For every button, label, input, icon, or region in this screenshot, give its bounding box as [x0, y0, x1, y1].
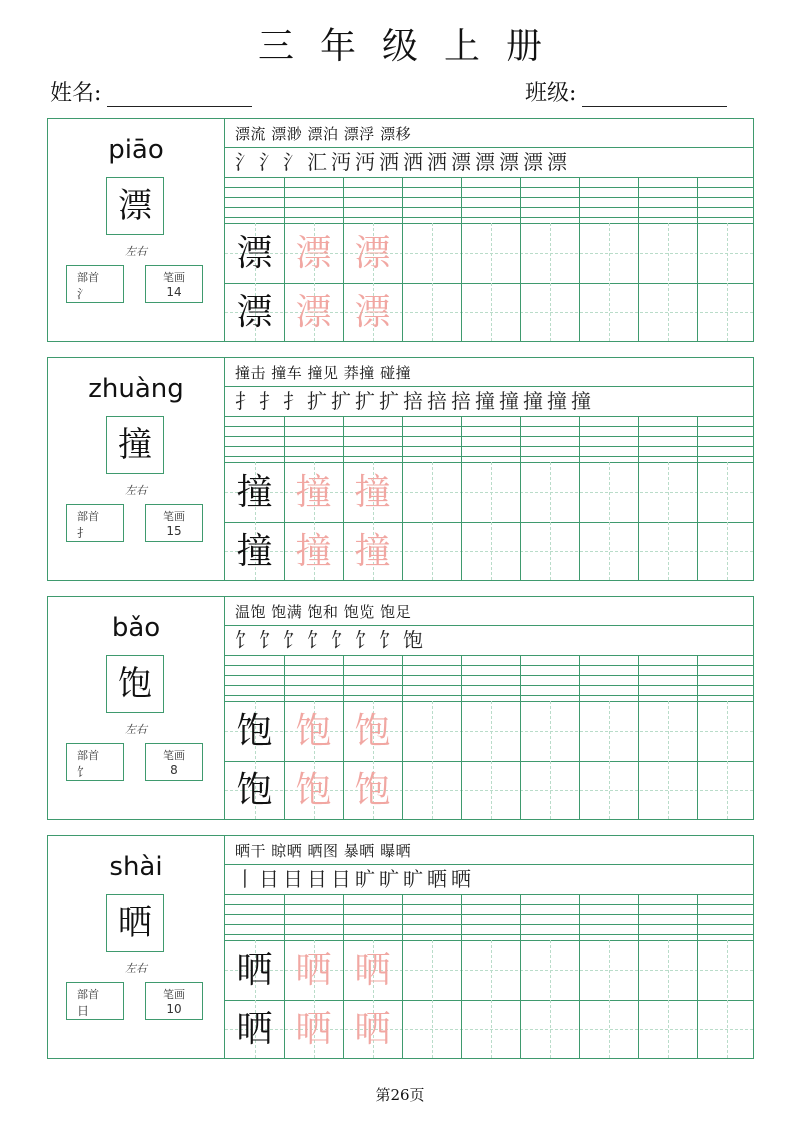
grid-column-line — [638, 655, 639, 819]
row-divider — [225, 864, 753, 865]
strokes-label: 笔画 — [163, 749, 185, 762]
strokes-label: 笔画 — [163, 988, 185, 1001]
stroke-step: 漂 — [451, 150, 471, 174]
stroke-step: 沔 — [331, 150, 351, 174]
grid-column-line — [402, 894, 403, 1058]
stroke-step: 饣 — [283, 628, 303, 652]
stroke-step: 掊 — [403, 389, 423, 413]
character-card — [47, 118, 754, 342]
grid-guide-line — [550, 462, 551, 580]
stroke-order-row — [233, 866, 473, 892]
grid-guide-line — [432, 462, 433, 580]
structure-label: 左右 — [125, 962, 147, 975]
grid-guide-line — [491, 223, 492, 341]
stroke-step: 饣 — [331, 628, 351, 652]
grid-guide-line — [550, 701, 551, 819]
character-info-panel — [48, 836, 225, 1058]
grid-line — [225, 675, 753, 676]
strokes-box — [145, 504, 203, 542]
strokes-value: 10 — [166, 1002, 182, 1016]
character-card — [47, 357, 754, 581]
main-character: 撞 — [106, 416, 164, 474]
stroke-step: 洒 — [427, 150, 447, 174]
trace-character: 饱 — [354, 711, 391, 752]
pinyin: piāo — [108, 135, 164, 165]
model-character: 撞 — [236, 472, 273, 513]
stroke-step: 漂 — [475, 150, 495, 174]
stroke-order-row — [233, 149, 569, 175]
grid-line — [225, 914, 753, 915]
row-divider — [225, 625, 753, 626]
grid-line — [225, 446, 753, 447]
stroke-step: 晒 — [451, 867, 471, 891]
grid-guide-line — [491, 940, 492, 1058]
stroke-step: 扩 — [307, 389, 327, 413]
stroke-step: 漂 — [523, 150, 543, 174]
grid-column-line — [402, 177, 403, 341]
grid-column-line — [579, 416, 580, 580]
practice-panel — [225, 358, 753, 580]
radical-box — [66, 265, 124, 303]
grid-line — [225, 223, 753, 224]
stroke-step: 旷 — [403, 867, 423, 891]
grid-column-line — [697, 177, 698, 341]
grid-line — [225, 462, 753, 463]
stroke-step: 丨 — [235, 867, 255, 891]
main-character: 晒 — [106, 894, 164, 952]
practice-panel — [225, 119, 753, 341]
grid-column-line — [402, 655, 403, 819]
trace-character: 漂 — [354, 233, 391, 274]
page-number: 第26页 — [375, 1086, 425, 1104]
stroke-step: 日 — [331, 867, 351, 891]
trace-character: 撞 — [295, 531, 332, 572]
radical-label: 部首 — [77, 271, 99, 284]
example-words: 漂流 漂渺 漂泊 漂浮 漂移 — [235, 125, 412, 143]
model-character: 饱 — [236, 711, 273, 752]
grid-line — [225, 187, 753, 188]
writing-grid — [225, 655, 753, 819]
character-card — [47, 835, 754, 1059]
grid-guide-line — [727, 223, 728, 341]
practice-panel — [225, 836, 753, 1058]
main-character: 饱 — [106, 655, 164, 713]
trace-character: 撞 — [354, 472, 391, 513]
stroke-step: 扌 — [235, 389, 255, 413]
trace-character: 撞 — [295, 472, 332, 513]
grid-guide-line — [432, 223, 433, 341]
radical-value: 扌 — [77, 526, 90, 540]
stroke-step: 日 — [259, 867, 279, 891]
grid-line — [225, 197, 753, 198]
stroke-step: 氵 — [259, 150, 279, 174]
trace-character: 晒 — [295, 1009, 332, 1050]
stroke-step: 漂 — [547, 150, 567, 174]
grid-line — [225, 456, 753, 457]
stroke-step: 饱 — [403, 628, 423, 652]
stroke-step: 扩 — [331, 389, 351, 413]
grid-guide-line — [432, 940, 433, 1058]
stroke-step: 饣 — [259, 628, 279, 652]
grid-guide-line — [668, 940, 669, 1058]
stroke-step: 汇 — [307, 150, 327, 174]
grid-guide-line — [668, 462, 669, 580]
grid-column-line — [461, 416, 462, 580]
stroke-step: 饣 — [235, 628, 255, 652]
grid-guide-line — [609, 223, 610, 341]
class-field — [525, 76, 727, 107]
stroke-step: 撞 — [475, 389, 495, 413]
stroke-step: 饣 — [355, 628, 375, 652]
grid-guide-line — [432, 701, 433, 819]
main-character: 漂 — [106, 177, 164, 235]
stroke-step: 撞 — [523, 389, 543, 413]
trace-character: 饱 — [354, 770, 391, 811]
class-label: 班级: — [525, 81, 577, 106]
grid-column-line — [579, 177, 580, 341]
stroke-order-row — [233, 388, 593, 414]
radical-label: 部首 — [77, 510, 99, 523]
grid-column-line — [402, 416, 403, 580]
grid-column-line — [461, 655, 462, 819]
radical-value: 日 — [77, 1004, 90, 1018]
stroke-step: 洒 — [403, 150, 423, 174]
radical-value: 氵 — [77, 287, 90, 301]
model-character: 晒 — [236, 1009, 273, 1050]
stroke-step: 撞 — [499, 389, 519, 413]
stroke-step: 扌 — [283, 389, 303, 413]
trace-character: 晒 — [354, 1009, 391, 1050]
stroke-step: 扌 — [259, 389, 279, 413]
stroke-step: 掊 — [451, 389, 471, 413]
row-divider — [225, 147, 753, 148]
stroke-step: 氵 — [283, 150, 303, 174]
strokes-value: 14 — [166, 285, 182, 299]
writing-grid — [225, 894, 753, 1058]
grid-guide-line — [609, 940, 610, 1058]
grid-guide-line — [550, 940, 551, 1058]
name-field — [50, 76, 252, 107]
radical-box — [66, 743, 124, 781]
grid-guide-line — [550, 223, 551, 341]
model-character: 晒 — [236, 950, 273, 991]
grid-guide-line — [668, 223, 669, 341]
grid-column-line — [638, 177, 639, 341]
radical-value: 饣 — [77, 765, 90, 779]
grid-column-line — [697, 655, 698, 819]
stroke-step: 饣 — [379, 628, 399, 652]
strokes-value: 8 — [170, 763, 178, 777]
stroke-step: 日 — [283, 867, 303, 891]
radical-box — [66, 504, 124, 542]
character-card — [47, 596, 754, 820]
model-character: 撞 — [236, 531, 273, 572]
pinyin: bǎo — [111, 613, 161, 643]
grid-line — [225, 685, 753, 686]
radical-label: 部首 — [77, 749, 99, 762]
stroke-step: 撞 — [571, 389, 591, 413]
grid-column-line — [638, 894, 639, 1058]
stroke-step: 扩 — [379, 389, 399, 413]
writing-grid — [225, 416, 753, 580]
trace-character: 漂 — [295, 292, 332, 333]
grid-guide-line — [491, 462, 492, 580]
trace-character: 撞 — [354, 531, 391, 572]
grid-column-line — [697, 894, 698, 1058]
stroke-step: 沔 — [355, 150, 375, 174]
radical-box — [66, 982, 124, 1020]
trace-character: 饱 — [295, 770, 332, 811]
grid-guide-line — [727, 462, 728, 580]
structure-label: 左右 — [125, 484, 147, 497]
strokes-box — [145, 265, 203, 303]
row-divider — [225, 386, 753, 387]
grid-line — [225, 436, 753, 437]
stroke-step: 饣 — [307, 628, 327, 652]
grid-line — [225, 701, 753, 702]
trace-character: 漂 — [354, 292, 391, 333]
model-character: 饱 — [236, 770, 273, 811]
grid-column-line — [520, 177, 521, 341]
stroke-step: 日 — [307, 867, 327, 891]
example-words: 温饱 饱满 饱和 饱览 饱足 — [235, 603, 412, 621]
grid-line — [225, 695, 753, 696]
grid-line — [225, 904, 753, 905]
grid-line — [225, 217, 753, 218]
grid-column-line — [461, 894, 462, 1058]
grid-guide-line — [727, 940, 728, 1058]
grid-column-line — [579, 894, 580, 1058]
stroke-step: 漂 — [499, 150, 519, 174]
structure-label: 左右 — [125, 245, 147, 258]
stroke-step: 旷 — [379, 867, 399, 891]
stroke-step: 氵 — [235, 150, 255, 174]
structure-label: 左右 — [125, 723, 147, 736]
stroke-step: 扩 — [355, 389, 375, 413]
trace-character: 晒 — [295, 950, 332, 991]
strokes-label: 笔画 — [163, 510, 185, 523]
page-title: 三年级上册 — [257, 26, 568, 67]
trace-character: 晒 — [354, 950, 391, 991]
character-info-panel — [48, 597, 225, 819]
stroke-step: 旷 — [355, 867, 375, 891]
trace-character: 饱 — [295, 711, 332, 752]
grid-line — [225, 940, 753, 941]
grid-column-line — [520, 894, 521, 1058]
pinyin: shài — [109, 852, 163, 882]
strokes-box — [145, 982, 203, 1020]
stroke-step: 撞 — [547, 389, 567, 413]
grid-guide-line — [491, 701, 492, 819]
example-words: 撞击 撞车 撞见 莽撞 碰撞 — [235, 364, 412, 382]
trace-character: 漂 — [295, 233, 332, 274]
class-blank-line[interactable] — [582, 82, 727, 107]
stroke-order-row — [233, 627, 425, 653]
grid-column-line — [638, 416, 639, 580]
stroke-step: 洒 — [379, 150, 399, 174]
grid-column-line — [520, 416, 521, 580]
stroke-step: 掊 — [427, 389, 447, 413]
grid-line — [225, 207, 753, 208]
character-info-panel — [48, 358, 225, 580]
practice-panel — [225, 597, 753, 819]
grid-column-line — [697, 416, 698, 580]
grid-guide-line — [609, 462, 610, 580]
grid-line — [225, 924, 753, 925]
grid-column-line — [579, 655, 580, 819]
grid-column-line — [520, 655, 521, 819]
grid-guide-line — [668, 701, 669, 819]
name-label: 姓名: — [50, 81, 102, 106]
grid-guide-line — [609, 701, 610, 819]
model-character: 漂 — [236, 292, 273, 333]
example-words: 晒干 晾晒 晒图 暴晒 曝晒 — [235, 842, 412, 860]
grid-line — [225, 934, 753, 935]
grid-guide-line — [727, 701, 728, 819]
model-character: 漂 — [236, 233, 273, 274]
radical-label: 部首 — [77, 988, 99, 1001]
grid-line — [225, 426, 753, 427]
pinyin: zhuàng — [88, 374, 184, 404]
strokes-box — [145, 743, 203, 781]
name-blank-line[interactable] — [107, 82, 252, 107]
strokes-label: 笔画 — [163, 271, 185, 284]
strokes-value: 15 — [166, 524, 182, 538]
grid-line — [225, 665, 753, 666]
character-info-panel — [48, 119, 225, 341]
writing-grid — [225, 177, 753, 341]
grid-column-line — [461, 177, 462, 341]
stroke-step: 晒 — [427, 867, 447, 891]
